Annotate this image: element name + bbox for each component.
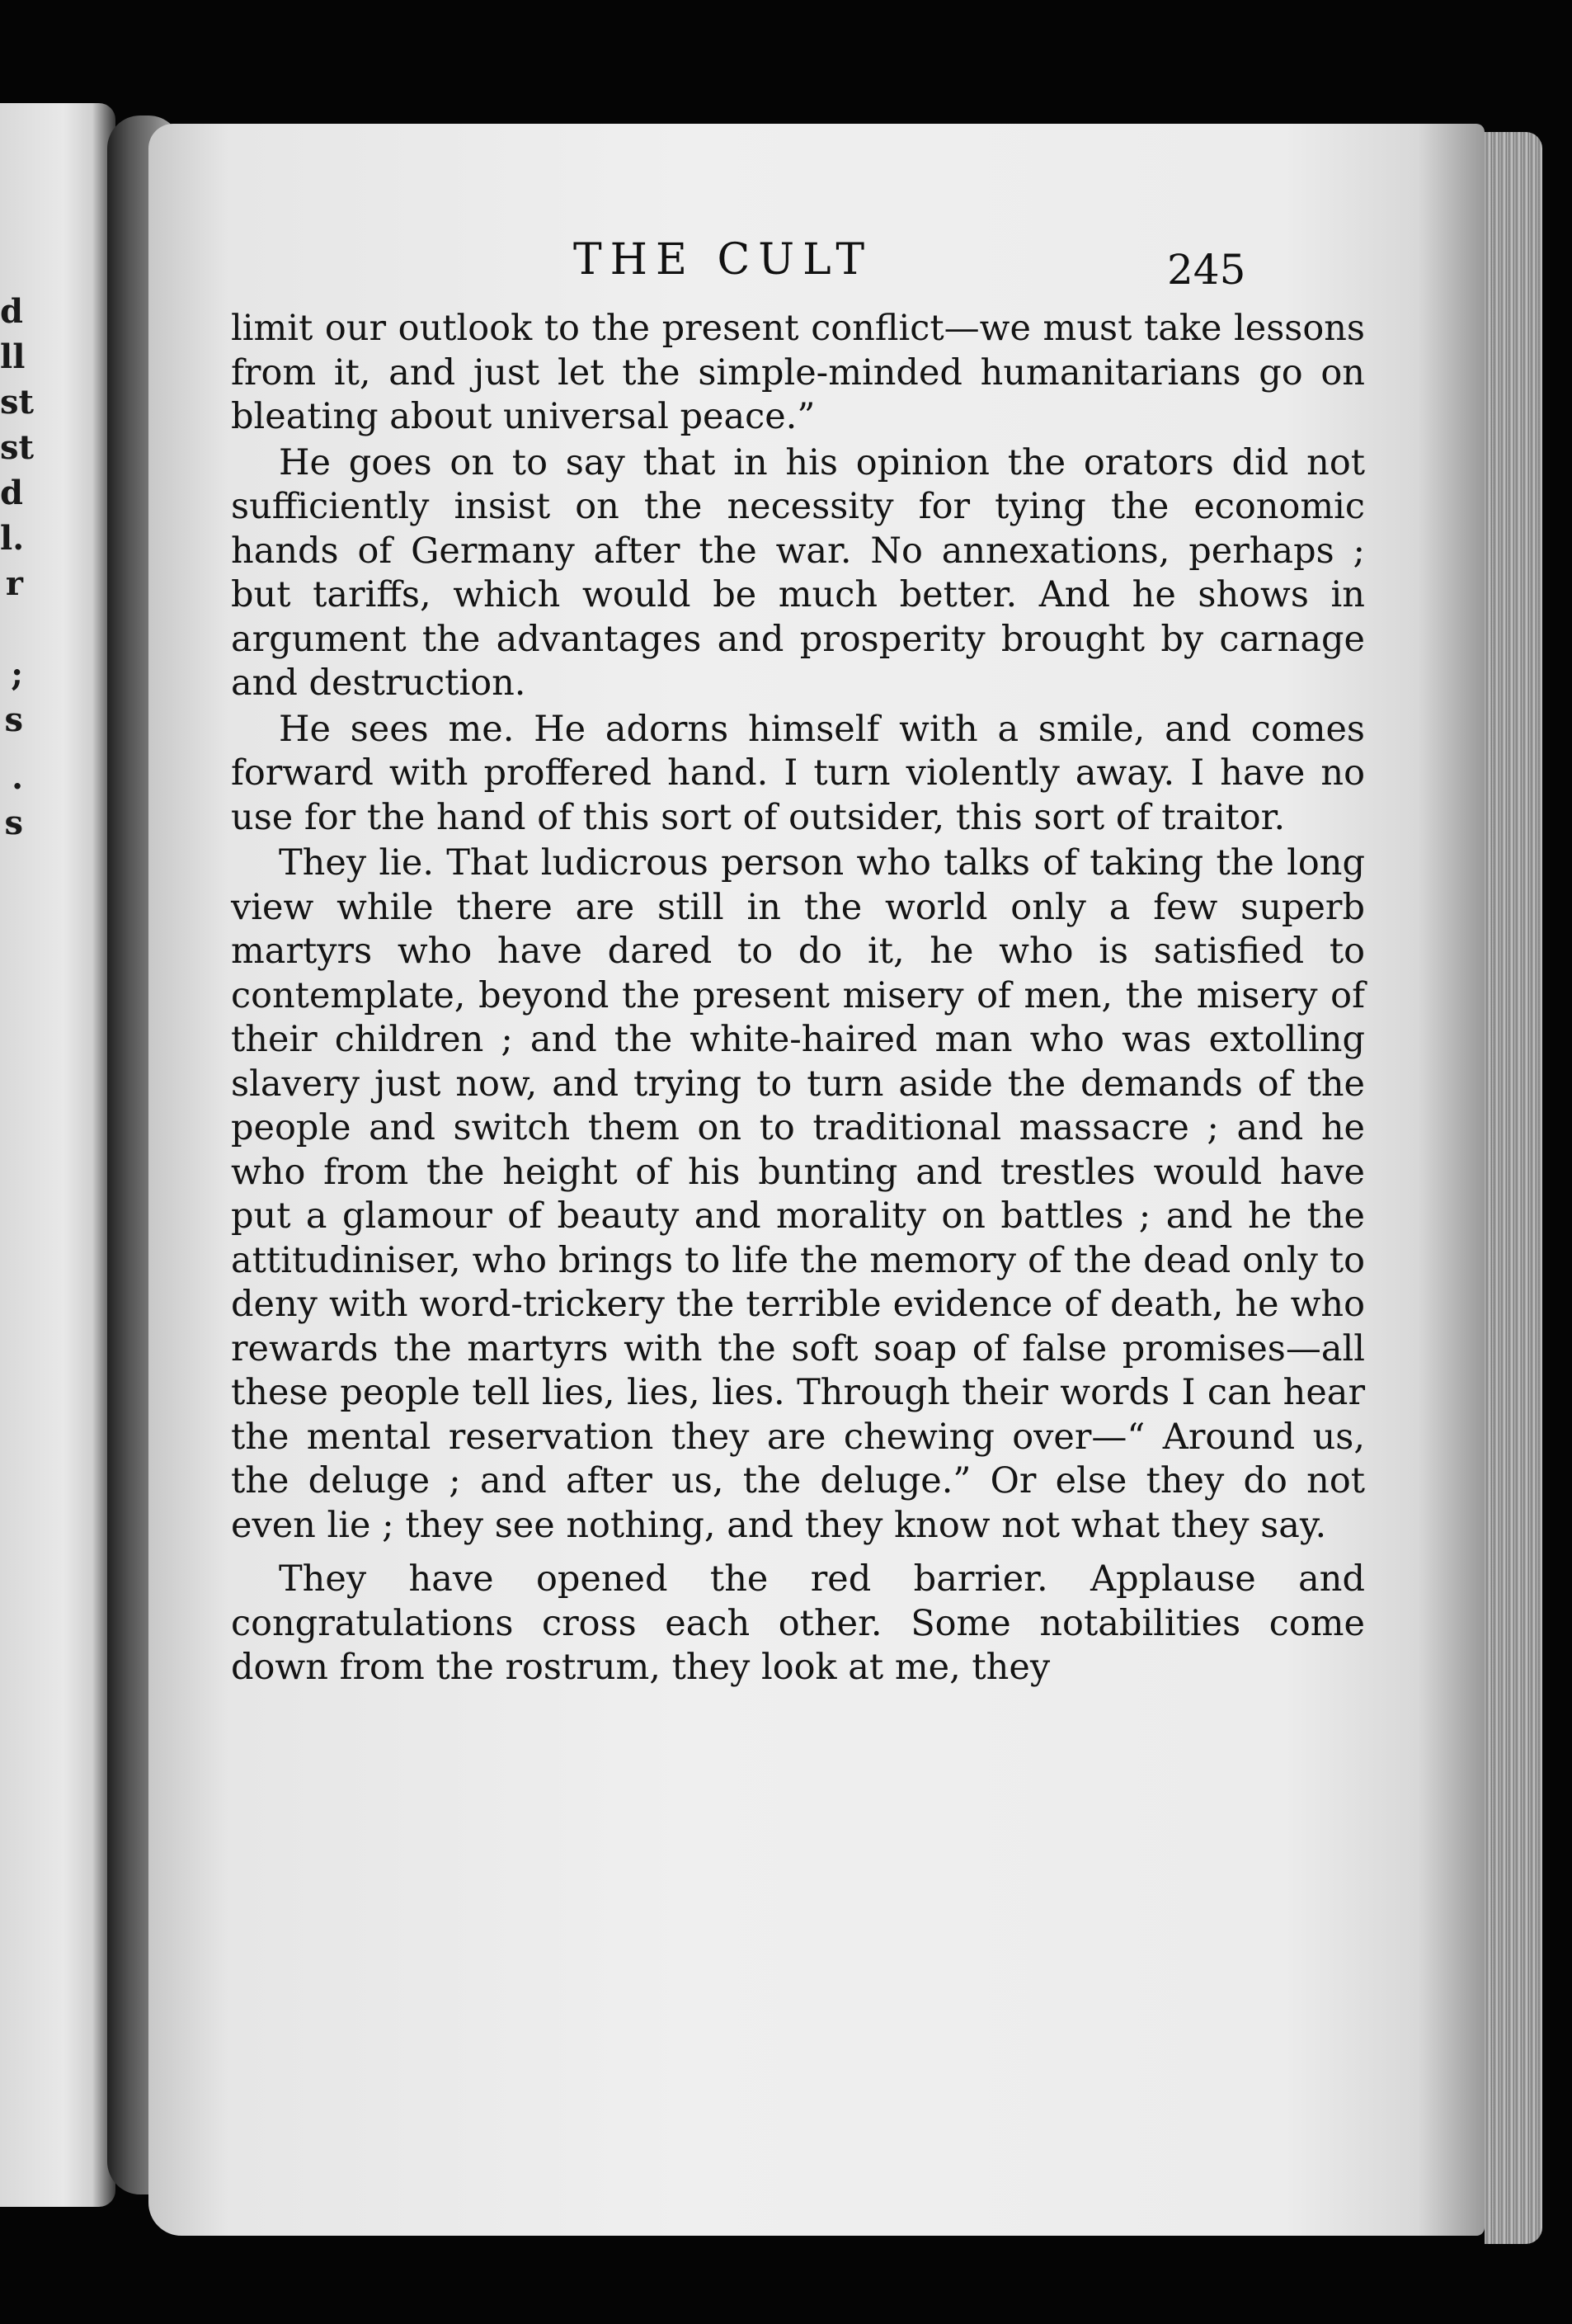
right-page [148, 124, 1485, 2236]
paragraph: They lie. That ludicrous person who talks of taking the long view while there are still in the world only a few superb martyrs who have dared to do it, he who is satisfied to contemplate, beyond the present misery of men, the misery of their children ; and the white-haired man who was extolling slavery just now, and trying to turn aside the demands of the people and switch them on to traditional massacre ; and he who from the height of his bunting and trestles would have put a glamour of beauty and morality on battles ; and he the attitudiniser, who brings to life the memory of the dead only to deny with word-trickery the terrible evidence of death, he who rewards the martyrs with the soft soap of false promises—all these people tell lies, lies, lies. Through their words I can hear the mental reservation they are chewing over—“ Around us, the deluge ; and after us, the deluge.” Or else they do not even lie ; they see nothing, and they know not what they say. [231, 842, 1365, 1546]
left-page-fragment: st [0, 383, 34, 422]
left-page-fragment: . [12, 758, 23, 797]
left-page-fragment: r [5, 564, 23, 603]
paragraph: He goes on to say that in his opinion the orators did not sufficiently insist on the necessity for tying the economic hands of Germany after the war. No annexations, perhaps ; but tariffs, which would be much better. And he shows in argument the advantages and prosperity brought by carnage and destruction. [231, 441, 1365, 704]
paragraph: limit our outlook to the present conflict—we must take lessons from it, and just let the simple-minded humanitarians go on bleating about universal peace.” [231, 308, 1365, 437]
page-number: 245 [1167, 246, 1246, 294]
left-page-fragment: d [0, 292, 23, 331]
left-page-fragment: s [4, 700, 23, 739]
running-head-title: THE CULT [573, 235, 873, 285]
left-page-fragment: ; [11, 655, 23, 694]
left-page-fragment: s [4, 804, 23, 842]
left-page-fragment: ll [0, 337, 26, 376]
facing-left-page [0, 103, 115, 2207]
paragraph: He sees me. He adorns himself with a smile, and comes forward with proffered hand. I turn violently away. I have no use for the hand of this sort of outsider, this sort of traitor. [231, 708, 1365, 838]
left-page-fragment: l. [0, 519, 25, 558]
page-body-text [231, 307, 1365, 1690]
page-edges [1485, 132, 1542, 2244]
left-page-fragment: d [0, 474, 23, 512]
left-page-fragment: st [0, 428, 34, 467]
paragraph: They have opened the red barrier. Applause and congratulations cross each other. Some notabilities come down from the rostrum, they look at me, they [231, 1558, 1365, 1688]
